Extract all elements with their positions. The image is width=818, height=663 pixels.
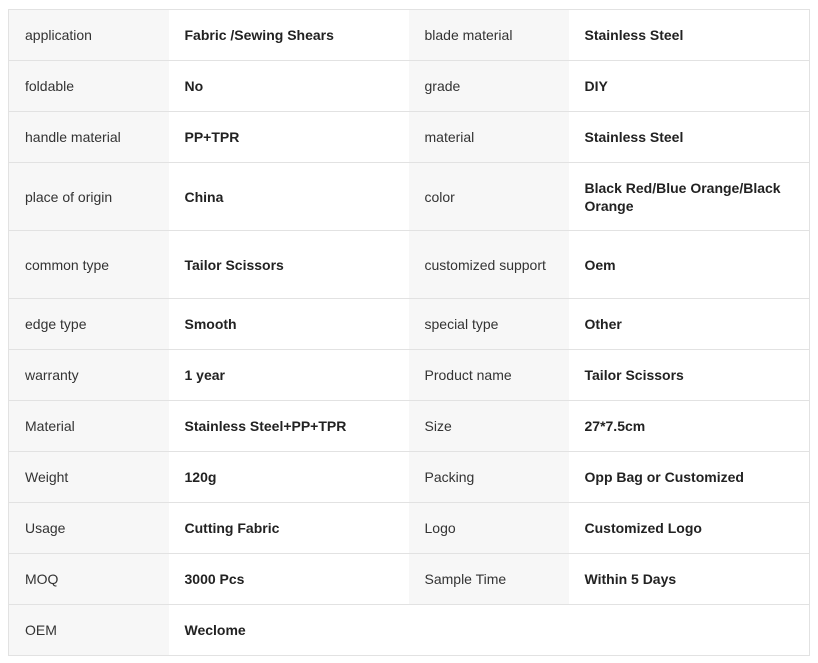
spec-key: edge type — [9, 299, 169, 350]
spec-value: Black Red/Blue Orange/Black Orange — [569, 163, 810, 231]
spec-key: warranty — [9, 350, 169, 401]
spec-value: 120g — [169, 452, 409, 503]
spec-value: DIY — [569, 61, 810, 112]
spec-value: Other — [569, 299, 810, 350]
spec-value: Fabric /Sewing Shears — [169, 10, 409, 61]
spec-key: material — [409, 112, 569, 163]
spec-value: Stainless Steel — [569, 10, 810, 61]
spec-key: Material — [9, 401, 169, 452]
spec-value: Cutting Fabric — [169, 503, 409, 554]
product-spec-table-container — [8, 9, 809, 656]
spec-value: 1 year — [169, 350, 409, 401]
table-row — [9, 401, 810, 452]
table-row — [9, 554, 810, 605]
spec-value: Oem — [569, 231, 810, 299]
spec-key: grade — [409, 61, 569, 112]
spec-value: Stainless Steel+PP+TPR — [169, 401, 409, 452]
table-row — [9, 231, 810, 299]
spec-key: customized support — [409, 231, 569, 299]
spec-key: place of origin — [9, 163, 169, 231]
spec-value: Tailor Scissors — [569, 350, 810, 401]
table-row — [9, 350, 810, 401]
table-row — [9, 112, 810, 163]
spec-key: OEM — [9, 605, 169, 656]
spec-key: Logo — [409, 503, 569, 554]
spec-value: No — [169, 61, 409, 112]
spec-key: color — [409, 163, 569, 231]
spec-value: Tailor Scissors — [169, 231, 409, 299]
spec-key: handle material — [9, 112, 169, 163]
table-row — [9, 163, 810, 231]
spec-key: special type — [409, 299, 569, 350]
spec-key: blade material — [409, 10, 569, 61]
spec-key: application — [9, 10, 169, 61]
spec-value: Customized Logo — [569, 503, 810, 554]
table-row — [9, 452, 810, 503]
spec-value: Weclome — [169, 605, 409, 656]
spec-value: Opp Bag or Customized — [569, 452, 810, 503]
table-row — [9, 299, 810, 350]
empty-cell — [569, 605, 810, 656]
spec-value: 27*7.5cm — [569, 401, 810, 452]
table-row — [9, 10, 810, 61]
table-row — [9, 61, 810, 112]
product-spec-table — [8, 9, 810, 656]
spec-key: foldable — [9, 61, 169, 112]
spec-key: Size — [409, 401, 569, 452]
spec-value: Smooth — [169, 299, 409, 350]
spec-key: Weight — [9, 452, 169, 503]
spec-value: PP+TPR — [169, 112, 409, 163]
empty-cell — [409, 605, 569, 656]
spec-key: common type — [9, 231, 169, 299]
spec-value: China — [169, 163, 409, 231]
spec-key: Product name — [409, 350, 569, 401]
spec-key: MOQ — [9, 554, 169, 605]
table-row — [9, 605, 810, 656]
spec-value: Within 5 Days — [569, 554, 810, 605]
spec-key: Usage — [9, 503, 169, 554]
spec-key: Packing — [409, 452, 569, 503]
spec-key: Sample Time — [409, 554, 569, 605]
table-row — [9, 503, 810, 554]
spec-value: 3000 Pcs — [169, 554, 409, 605]
spec-value: Stainless Steel — [569, 112, 810, 163]
